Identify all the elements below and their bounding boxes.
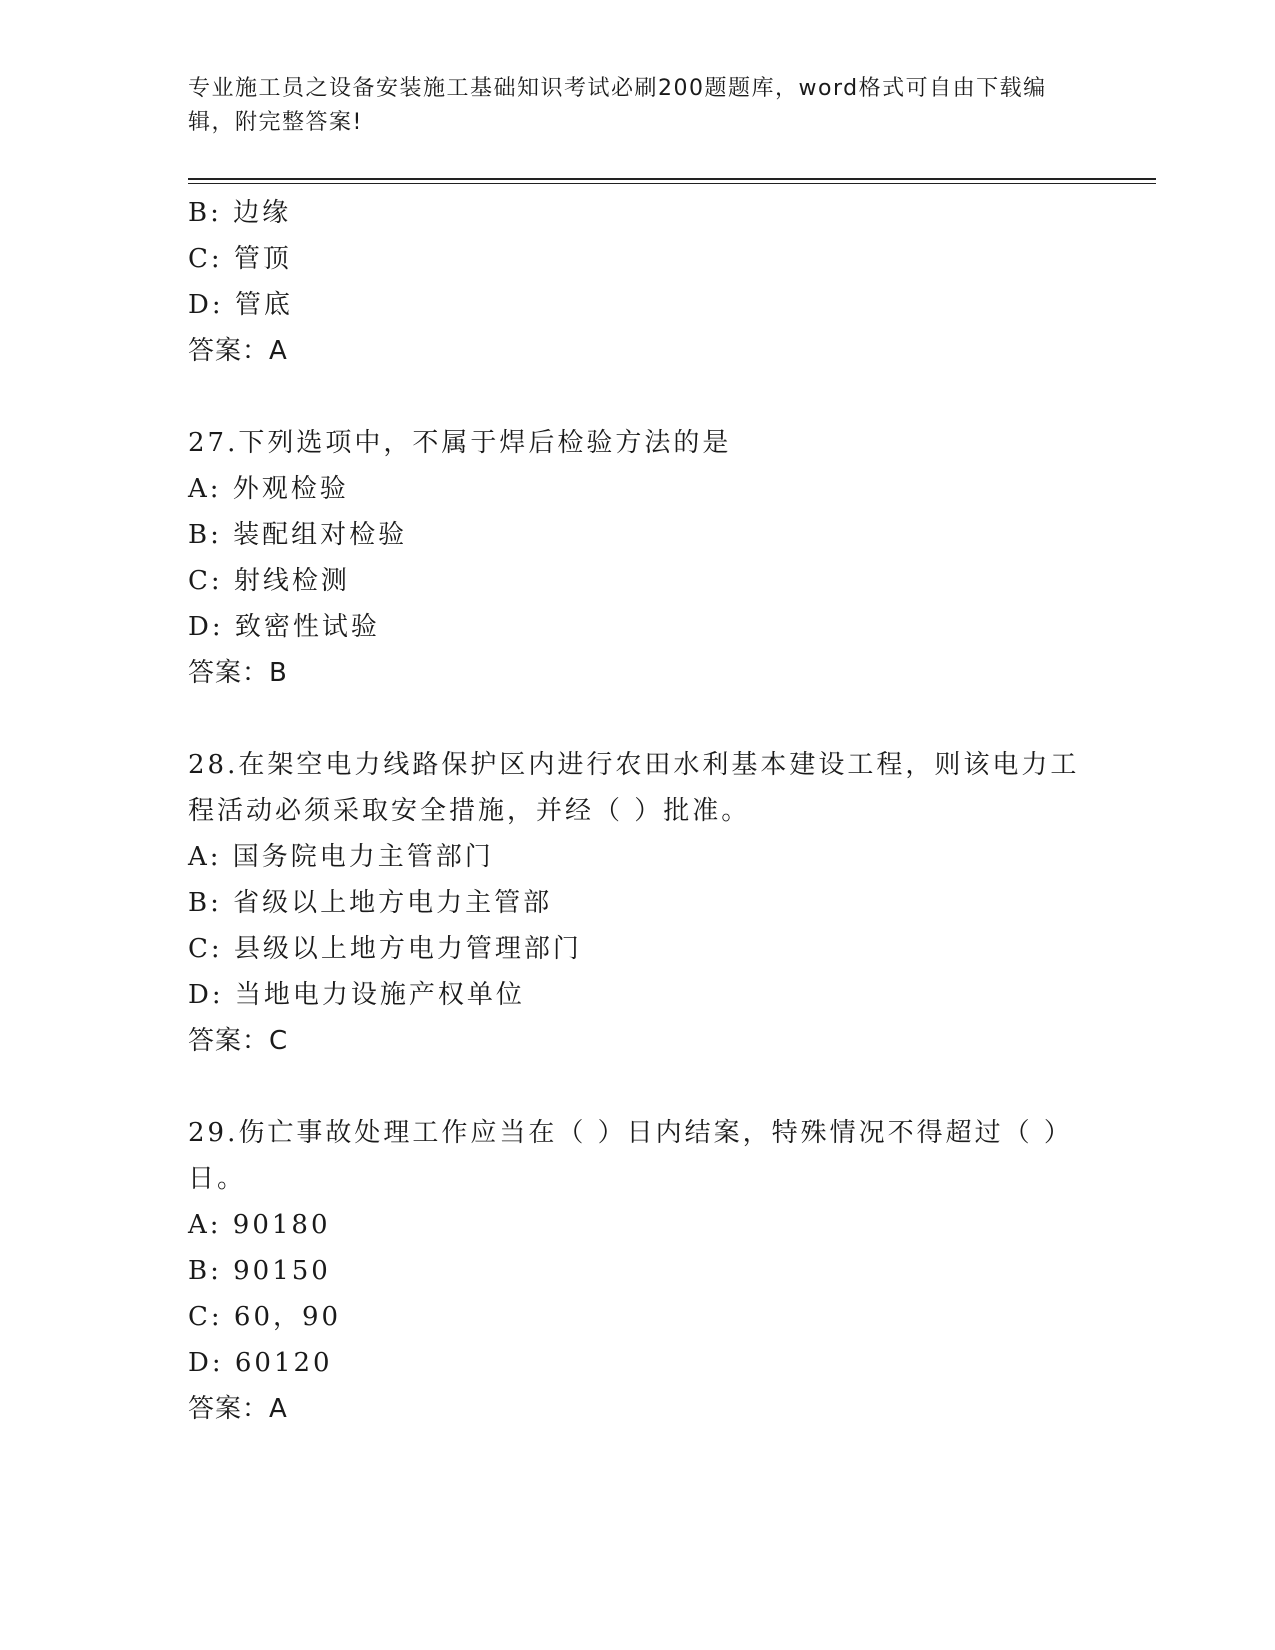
question-list — [188, 190, 1088, 1432]
spacer — [188, 1064, 1088, 1110]
question-27 — [188, 420, 1088, 696]
option-d: D: 致密性试验 — [188, 612, 380, 642]
header-divider-thick — [188, 178, 1156, 180]
question-28 — [188, 742, 1088, 1064]
question-stem: 29.伤亡事故处理工作应当在（ ）日内结案，特殊情况不得超过（ ）日。 — [188, 1118, 1073, 1194]
question-stem: 27.下列选项中，不属于焊后检验方法的是 — [188, 428, 732, 458]
option-b: B: 边缘 — [188, 198, 292, 228]
question-29 — [188, 1110, 1088, 1432]
option-a: A: 外观检验 — [188, 474, 349, 504]
option-c: C: 县级以上地方电力管理部门 — [188, 934, 582, 964]
document-header: 专业施工员之设备安装施工基础知识考试必刷200题题库，word格式可自由下载编辑，附完整答案! — [188, 76, 1047, 135]
spacer — [188, 374, 1088, 420]
option-b: B: 装配组对检验 — [188, 520, 408, 550]
option-a: A: 90180 — [188, 1210, 331, 1240]
option-d: D: 60120 — [188, 1348, 333, 1378]
answer-line: 答案：C — [188, 1026, 289, 1056]
option-b: B: 省级以上地方电力主管部 — [188, 888, 553, 918]
option-c: C: 60，90 — [188, 1302, 342, 1332]
option-c: C: 射线检测 — [188, 566, 350, 596]
option-d: D: 当地电力设施产权单位 — [188, 980, 525, 1010]
answer-line: 答案：B — [188, 658, 288, 688]
spacer — [188, 696, 1088, 742]
option-c: C: 管顶 — [188, 244, 292, 274]
question-fragment — [188, 190, 1088, 374]
option-b: B: 90150 — [188, 1256, 331, 1286]
answer-line: 答案：A — [188, 1394, 288, 1424]
option-d: D: 管底 — [188, 290, 293, 320]
header-divider-thin — [188, 183, 1156, 184]
option-a: A: 国务院电力主管部门 — [188, 842, 494, 872]
answer-line: 答案：A — [188, 336, 288, 366]
question-stem: 28.在架空电力线路保护区内进行农田水利基本建设工程，则该电力工程活动必须采取安全措施，并经（ ）批准。 — [188, 750, 1080, 826]
